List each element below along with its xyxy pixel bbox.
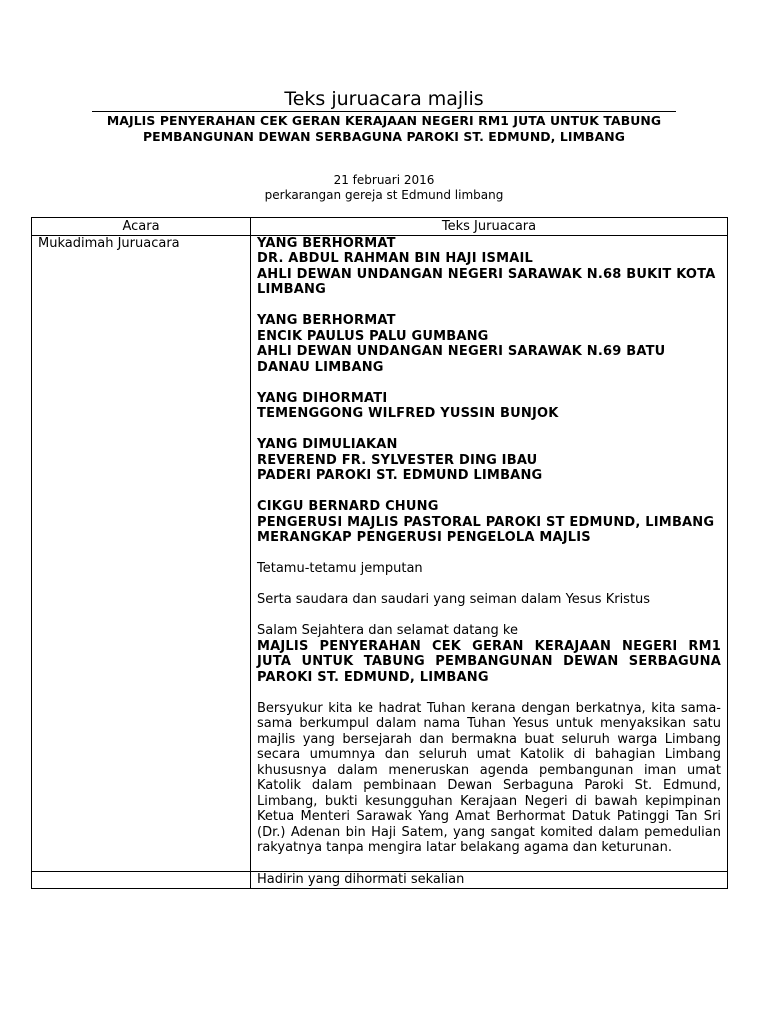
brethren-line: Serta saudara dan saudari yang seiman dalam Yesus Kristus <box>257 592 651 607</box>
dignitary-title: MERANGKAP PENGERUSI PENGELOLA MAJLIS <box>257 530 591 545</box>
acara-cell <box>32 872 251 889</box>
dignitary-title: PENGERUSI MAJLIS PASTORAL PAROKI ST EDMUND, LIMBANG <box>257 514 715 530</box>
dignitary-name: REVEREND FR. SYLVESTER DING IBAU <box>257 452 538 468</box>
dignitary-title: PADERI PAROKI ST. EDMUND LIMBANG <box>257 468 543 483</box>
event-name: MAJLIS PENYERAHAN CEK GERAN KERAJAAN NEGERI RM1 JUTA UNTUK TABUNG PEMBANGUNAN DEWAN SERBAGUNA PAROKI ST. EDMUND, LIMBANG <box>257 638 721 685</box>
header-teks-juruacara: Teks Juruacara <box>251 218 728 236</box>
table-row <box>32 872 728 889</box>
dignitary-name: ENCIK PAULUS PALU GUMBANG <box>257 328 489 344</box>
table-row <box>32 235 728 872</box>
salutation: YANG BERHORMAT <box>257 313 396 328</box>
table-header-row <box>32 218 728 236</box>
page-title: Teks juruacara majlis <box>284 88 484 110</box>
dignitary-block-5 <box>257 499 721 546</box>
teks-cell: Hadirin yang dihormati sekalian <box>251 872 728 889</box>
script-table <box>31 217 728 889</box>
dignitary-block-4 <box>257 437 721 484</box>
greeting-block <box>257 623 721 685</box>
event-date: 21 februari 2016 <box>333 173 435 187</box>
teks-cell <box>251 235 728 872</box>
dignitary-block-3 <box>257 391 721 422</box>
event-venue: perkarangan gereja st Edmund limbang <box>264 188 504 202</box>
salutation: YANG DIHORMATI <box>257 390 388 406</box>
salutation: YANG BERHORMAT <box>257 235 396 251</box>
dignitary-title: AHLI DEWAN UNDANGAN NEGERI SARAWAK N.69 BATU DANAU LIMBANG <box>257 344 666 375</box>
dignitary-name: DR. ABDUL RAHMAN BIN HAJI ISMAIL <box>257 251 533 266</box>
title-underline <box>92 111 676 112</box>
dignitary-name: TEMENGGONG WILFRED YUSSIN BUNJOK <box>257 406 559 421</box>
salutation: YANG DIMULIAKAN <box>257 437 398 452</box>
header-acara: Acara <box>32 218 251 236</box>
guests-line: Tetamu-tetamu jemputan <box>257 561 423 576</box>
event-headline: MAJLIS PENYERAHAN CEK GERAN KERAJAAN NEGERI RM1 JUTA UNTUK TABUNG PEMBANGUNAN DEWAN SERBAGUNA PAROKI ST. EDMUND, LIMBANG <box>106 113 662 144</box>
greeting-line: Salam Sejahtera dan selamat datang ke <box>257 623 518 638</box>
dignitary-block-1 <box>257 236 721 298</box>
dignitary-name: CIKGU BERNARD CHUNG <box>257 499 439 514</box>
opening-paragraph: Bersyukur kita ke hadrat Tuhan kerana dengan berkatnya, kita sama-sama berkumpul dalam nama Tuhan Yesus untuk menyaksikan satu majlis yang bersejarah dan bermakna buat seluruh warga Limbang secara umumnya dan seluruh umat Katolik di bahagian Limbang khususnya dalam meneruskan agenda pembangunan iman umat Katolik dalam pembinaan Dewan Serbaguna Paroki St. Edmund, Limbang, bukti kesungguhan Kerajaan Negeri di bawah kepimpinan Ketua Menteri Sarawak Yang Amat Berhormat Datuk Patinggi Tan Sri (Dr.) Adenan bin Haji Satem, yang sangat komited dalam pemedulian rakyatnya tanpa mengira latar belakang agama dan keturunan. <box>257 700 721 855</box>
acara-cell: Mukadimah Juruacara <box>32 235 251 872</box>
dignitary-title: AHLI DEWAN UNDANGAN NEGERI SARAWAK N.68 BUKIT KOTA LIMBANG <box>257 266 716 297</box>
dignitary-block-2 <box>257 313 721 375</box>
